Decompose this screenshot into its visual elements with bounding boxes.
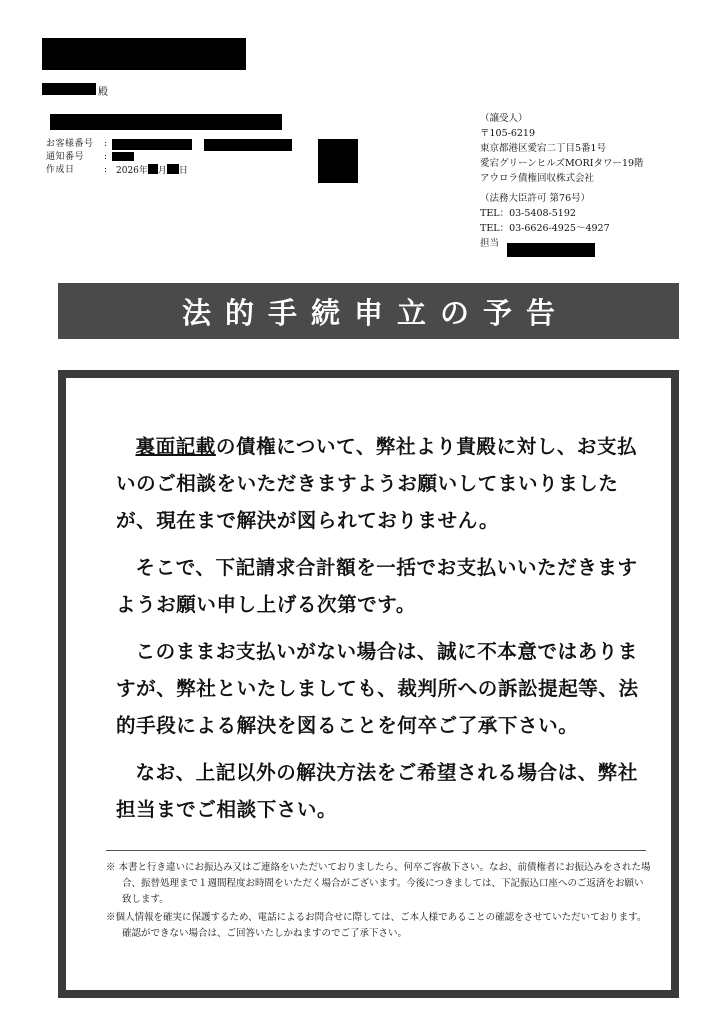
date-year: 2026年 bbox=[116, 166, 148, 176]
paragraph-2: そこで、下記請求合計額を一括でお支払いいただきますようお願い申し上げる次第です。 bbox=[116, 556, 638, 616]
date-colon: : bbox=[104, 165, 108, 175]
date-label: 作成日 bbox=[46, 165, 75, 175]
sender-role: （譲受人） bbox=[480, 113, 528, 124]
redacted-staff-name bbox=[507, 243, 595, 257]
customer-no-colon: : bbox=[104, 139, 108, 149]
sender-tel-2: TEL：03-6626-4925～4927 bbox=[480, 223, 610, 234]
paragraph-1-text: の債権について、弊社より貴殿に対し、お支払いのご相談をいただきますようお願いしてまいりましたが、現在まで解決が図られておりません。 bbox=[116, 435, 638, 532]
sender-license: （法務大臣許可 第76号） bbox=[480, 193, 591, 204]
sender-address-1: 東京都港区愛宕二丁目5番1号 bbox=[480, 143, 607, 154]
notice-title-banner bbox=[58, 283, 679, 339]
redacted-customer-no bbox=[112, 139, 192, 150]
redacted-notice-no bbox=[112, 152, 134, 161]
sender-staff-label: 担当 bbox=[480, 238, 500, 249]
paragraph-4: なお、上記以外の解決方法をご希望される場合は、弊社担当までご相談下さい。 bbox=[116, 761, 639, 821]
sender-company: アウロラ債権回収株式会社 bbox=[480, 173, 595, 184]
customer-no-label: お客様番号 bbox=[46, 139, 94, 149]
notes bbox=[106, 860, 651, 944]
notice-no-colon: : bbox=[104, 152, 108, 162]
date-value bbox=[116, 164, 188, 178]
redacted-recipient-short bbox=[42, 83, 96, 95]
notice-body-frame bbox=[58, 370, 679, 998]
date-day: 日 bbox=[178, 166, 188, 176]
redacted-recipient-name bbox=[42, 38, 246, 70]
note-2: ※個人情報を確実に保護するため、電話によるお問合せに際しては、ご本人様であることの確認をさせていただいております。 確認ができない場合は、ご回答いたしかねますのでご了承下さい。 bbox=[106, 912, 647, 939]
notice-no-label: 通知番号 bbox=[46, 152, 85, 162]
paragraph-1 bbox=[116, 428, 646, 539]
redacted-address bbox=[50, 114, 282, 130]
paragraph-1-emphasis: 裏面記載 bbox=[135, 435, 216, 458]
sender-postal: 〒105-6219 bbox=[480, 128, 536, 139]
sender-address-2: 愛宕グリーンヒルズMORIタワー19階 bbox=[480, 158, 644, 169]
redacted-customer-no-2 bbox=[204, 139, 292, 151]
notice-no-row bbox=[46, 151, 246, 164]
date-row bbox=[46, 164, 246, 177]
notes-divider bbox=[106, 850, 646, 851]
redacted-date-month bbox=[148, 164, 158, 174]
recipient-suffix: 殿 bbox=[98, 87, 108, 98]
notice-body bbox=[116, 428, 646, 838]
paragraph-3: このままお支払いがない場合は、誠に不本意ではありますが、弊社といたしましても、裁判所への訴訟提起等、法的手段による解決を図ることを何卒ご了承下さい。 bbox=[116, 640, 639, 737]
redacted-seal bbox=[318, 139, 358, 183]
date-month: 月 bbox=[157, 166, 167, 176]
sender-block bbox=[480, 111, 700, 251]
redacted-date-day bbox=[167, 164, 179, 174]
notice-title: 法的手続申立の予告 bbox=[181, 295, 569, 330]
note-1: ※ 本書と行き違いにお振込み又はご連絡をいただいておりましたら、何卒ご容赦下さい。なお、前債権者にお振込みをされた場合、振替処理まで１週間程度お時間をいただく場合がございます。今後につきましては、下記振込口座へのご返済をお願い致します。 bbox=[106, 862, 651, 905]
sender-tel-1: TEL：03-5408-5192 bbox=[480, 208, 576, 219]
